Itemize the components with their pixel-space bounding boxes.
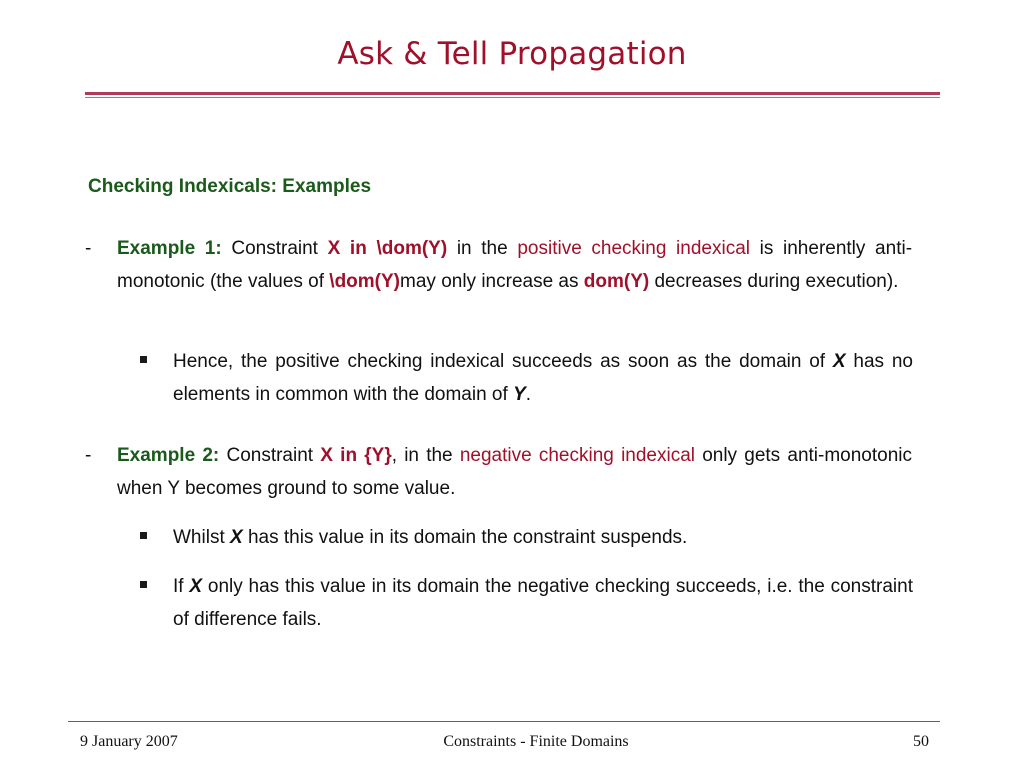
ex1-text-5: decreases during execution). bbox=[649, 271, 899, 292]
square-bullet-icon bbox=[140, 356, 147, 363]
ex1-keyword: positive checking indexical bbox=[517, 238, 750, 259]
example-1-label: Example 1: bbox=[117, 238, 222, 259]
ex1-text-4: may only increase as bbox=[400, 271, 584, 292]
example-1-subpoint bbox=[173, 345, 913, 411]
square-bullet-icon bbox=[140, 532, 147, 539]
example-1-paragraph bbox=[117, 232, 912, 298]
footer-divider bbox=[68, 721, 940, 722]
page-number: 50 bbox=[913, 733, 929, 750]
ex2-sub1-text-2: has this value in its domain the constraint suspends. bbox=[242, 527, 688, 548]
example-2-paragraph bbox=[117, 439, 912, 505]
title-divider bbox=[85, 92, 940, 95]
ex1-text-1: Constraint bbox=[221, 238, 328, 259]
footer-title: Constraints - Finite Domains bbox=[443, 733, 629, 750]
ex1-constraint: X in \dom(Y) bbox=[327, 238, 448, 259]
ex1-sub-text-3: . bbox=[525, 384, 532, 405]
ex2-sub2-text-1: If bbox=[173, 576, 190, 597]
dash-bullet-1: - bbox=[85, 238, 92, 259]
example-2-subpoint-2 bbox=[173, 570, 913, 636]
ex1-dom-expr: \dom(Y) bbox=[329, 271, 401, 292]
ex1-sub-var-x: X bbox=[832, 351, 846, 372]
ex1-sub-var-y: Y bbox=[513, 384, 526, 405]
ex1-text-2: in the bbox=[447, 238, 518, 259]
ex1-sub-text-1: Hence, the positive checking indexical succeeds as soon as the domain of bbox=[173, 351, 833, 372]
ex2-sub2-text-2: only has this value in its domain the negative checking succeeds, i.e. the constraint of difference fails. bbox=[173, 576, 913, 630]
slide-title: Ask & Tell Propagation bbox=[337, 36, 687, 72]
title-divider-thin bbox=[85, 97, 940, 98]
ex2-sub2-var-x: X bbox=[189, 576, 203, 597]
square-bullet-icon bbox=[140, 581, 147, 588]
example-2-label: Example 2: bbox=[117, 445, 220, 466]
ex2-text-2: , in the bbox=[391, 445, 460, 466]
ex1-sub-text-2: has no elements in common with the domain of bbox=[173, 351, 913, 405]
ex2-keyword: negative checking indexical bbox=[459, 445, 695, 466]
ex2-text-1: Constraint bbox=[219, 445, 321, 466]
footer-date: 9 January 2007 bbox=[80, 733, 178, 750]
ex2-constraint: X in {Y} bbox=[320, 445, 392, 466]
ex2-sub1-var-x: X bbox=[230, 527, 243, 548]
dash-bullet-2: - bbox=[85, 445, 92, 466]
ex1-dom-y: dom(Y) bbox=[583, 271, 650, 292]
ex1-text-3: is inherently anti-monotonic (the values of bbox=[117, 238, 913, 292]
ex2-sub1-text-1: Whilst bbox=[173, 527, 230, 548]
ex2-text-3: only gets anti-monotonic when Y becomes ground to some value. bbox=[117, 445, 913, 499]
section-heading: Checking Indexicals: Examples bbox=[88, 176, 372, 197]
example-2-subpoint-1 bbox=[173, 521, 913, 554]
